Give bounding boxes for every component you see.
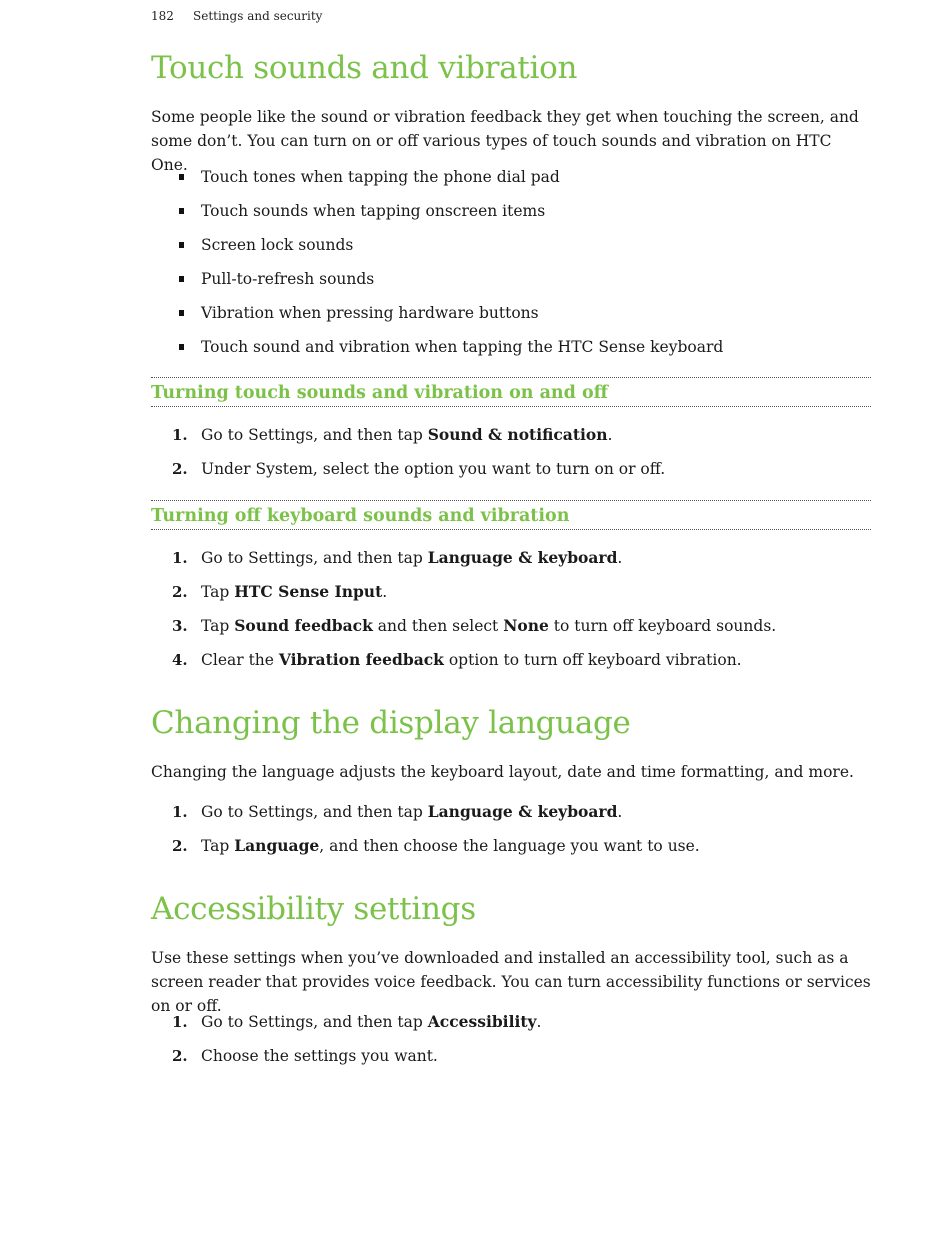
step-text-end: .: [607, 426, 613, 444]
list-item: [151, 168, 723, 202]
step-text-end: .: [617, 803, 623, 821]
step-bold-term: Accessibility: [427, 1012, 537, 1031]
step-item: [151, 426, 665, 460]
list-item: [151, 202, 723, 236]
step-number: 2.: [172, 460, 188, 478]
bullet-marker: [179, 242, 184, 248]
list-item-text: Touch sound and vibration when tapping the HTC Sense keyboard: [201, 338, 724, 356]
step-text-end: , and then choose the language you want to use.: [319, 837, 700, 855]
step-bold-term: Language & keyboard: [427, 802, 618, 821]
step-number: 1.: [172, 1013, 188, 1031]
step-item: [151, 837, 700, 871]
list-item: [151, 338, 723, 372]
list-item-text: Touch tones when tapping the phone dial pad: [201, 168, 560, 186]
step-text-end: option to turn off keyboard vibration.: [443, 651, 742, 669]
step-text: Go to Settings, and then tap: [201, 803, 428, 821]
accessibility-steps: [151, 1013, 541, 1081]
list-item-text: Touch sounds when tapping onscreen items: [201, 202, 546, 220]
step-text-mid: and then select: [372, 617, 504, 635]
step-text: Under System, select the option you want to turn on or off.: [201, 460, 666, 478]
step-text: Choose the settings you want.: [201, 1047, 438, 1065]
step-number: 1.: [172, 426, 188, 444]
step-bold-term: Vibration feedback: [278, 650, 444, 669]
step-bold-term: Language & keyboard: [427, 548, 618, 567]
step-text: Go to Settings, and then tap: [201, 549, 428, 567]
step-item: [151, 651, 776, 685]
list-item-text: Vibration when pressing hardware buttons: [201, 304, 539, 322]
step-text: Tap: [201, 583, 235, 601]
step-item: [151, 583, 776, 617]
step-text-end: .: [382, 583, 388, 601]
bullet-marker: [179, 174, 184, 180]
section-title-accessibility: Accessibility settings: [151, 891, 476, 927]
step-text: Clear the: [201, 651, 279, 669]
step-number: 4.: [172, 651, 188, 669]
list-item-text: Screen lock sounds: [201, 236, 354, 254]
touch-bullet-list: [151, 168, 723, 372]
running-head: [151, 9, 322, 23]
bullet-marker: [179, 344, 184, 350]
page-number: 182: [151, 9, 174, 23]
step-text-end: to turn off keyboard sounds.: [548, 617, 777, 635]
keyboard-sounds-steps: [151, 549, 776, 685]
step-number: 2.: [172, 1047, 188, 1065]
subsection-title-keyboard-sounds: Turning off keyboard sounds and vibration: [151, 500, 871, 530]
bullet-marker: [179, 276, 184, 282]
step-number: 1.: [172, 549, 188, 567]
step-bold-term: Language: [234, 836, 320, 855]
step-number: 1.: [172, 803, 188, 821]
list-item: [151, 236, 723, 270]
step-text-end: .: [536, 1013, 542, 1031]
step-text: Go to Settings, and then tap: [201, 426, 428, 444]
step-bold-term: Sound & notification: [427, 425, 608, 444]
bullet-marker: [179, 208, 184, 214]
language-intro: Changing the language adjusts the keyboard layout, date and time formatting, and more.: [151, 763, 854, 781]
running-head-section: Settings and security: [193, 9, 323, 23]
step-item: [151, 460, 665, 494]
list-item-text: Pull-to-refresh sounds: [201, 270, 375, 288]
list-item: [151, 270, 723, 304]
touch-intro: Some people like the sound or vibration feedback they get when touching the screen, and some don’t. You can turn on or off various types of touch sounds and vibration on HTC One.: [151, 108, 859, 174]
list-item: [151, 304, 723, 338]
section-title-language: Changing the display language: [151, 705, 631, 741]
step-number: 2.: [172, 583, 188, 601]
touch-on-off-steps: [151, 426, 665, 494]
bullet-marker: [179, 310, 184, 316]
step-bold-term-2: None: [503, 616, 549, 635]
step-item: [151, 803, 700, 837]
accessibility-intro: Use these settings when you’ve downloaded and installed an accessibility tool, such as a screen reader that provides voice feedback. You can turn accessibility functions or services on or off.: [151, 949, 871, 1015]
step-text: Go to Settings, and then tap: [201, 1013, 428, 1031]
step-bold-term: Sound feedback: [234, 616, 373, 635]
step-item: [151, 1047, 541, 1081]
section-title-touch: Touch sounds and vibration: [151, 50, 578, 86]
step-text: Tap: [201, 837, 235, 855]
language-steps: [151, 803, 700, 871]
step-item: [151, 1013, 541, 1047]
step-item: [151, 617, 776, 651]
step-item: [151, 549, 776, 583]
step-bold-term: HTC Sense Input: [234, 582, 383, 601]
step-text: Tap: [201, 617, 235, 635]
step-text-end: .: [617, 549, 623, 567]
step-number: 2.: [172, 837, 188, 855]
subsection-title-touch-on-off: Turning touch sounds and vibration on and off: [151, 377, 871, 407]
step-number: 3.: [172, 617, 188, 635]
